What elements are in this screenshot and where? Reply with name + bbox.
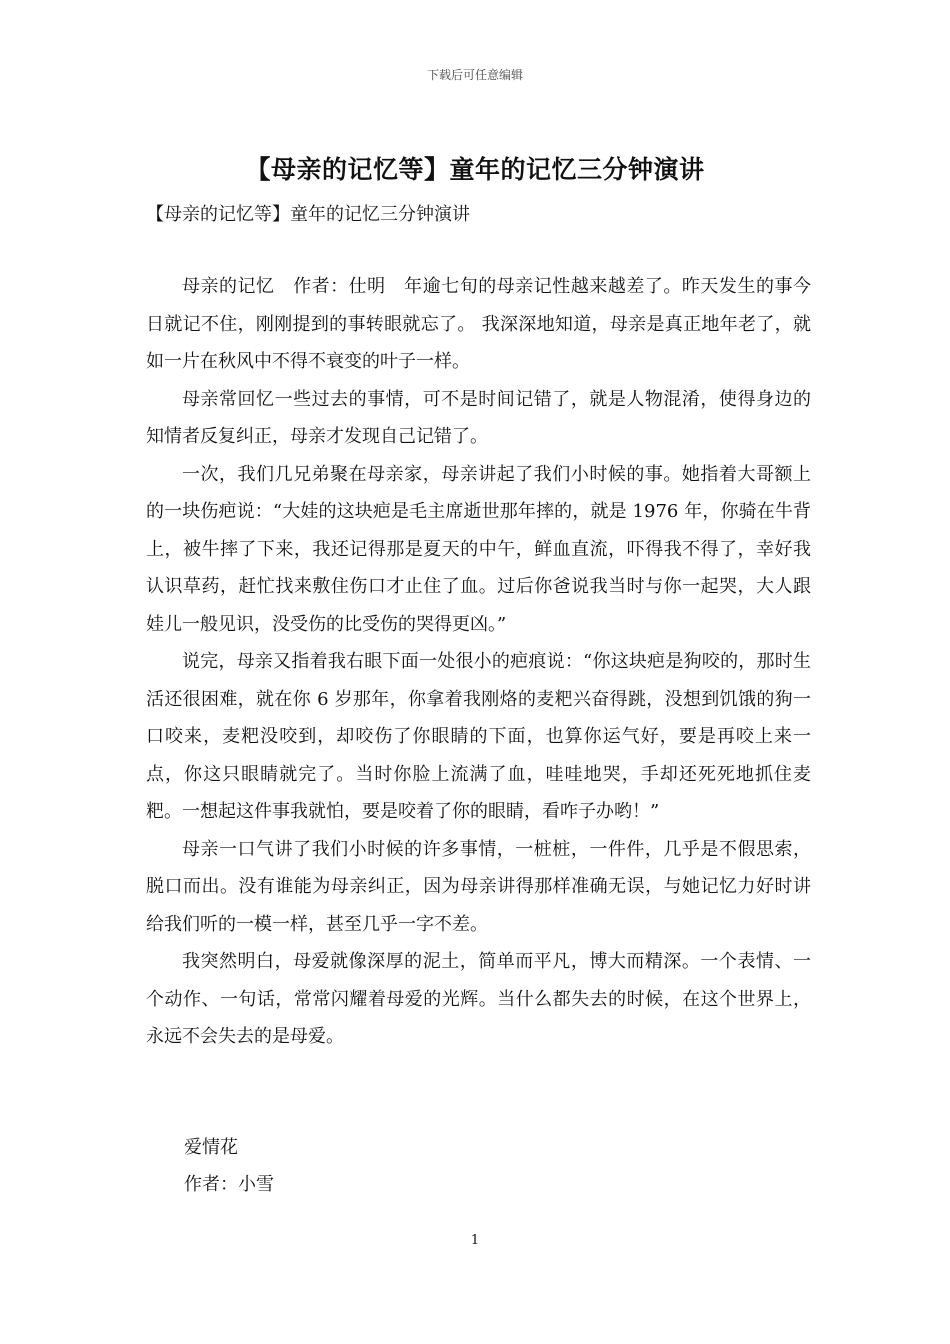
paragraph: 一次，我们几兄弟聚在母亲家，母亲讲起了我们小时候的事。她指着大哥额上的一块伤疤说：“大娃的这块疤是毛主席逝世那年摔的，就是 1976 年，你骑在牛背上，被牛摔了下来，我还记得那是夏天的中午，鲜血直流，吓得我不得了，幸好我认识草药，赶忙找来敷住伤口才止住了血。过后你爸说我当时与你一起哭，大人跟娃儿一般见识，没受伤的比受伤的哭得更凶。” xyxy=(146,463,811,635)
next-article-title: 爱情花 xyxy=(184,1137,238,1158)
article-body xyxy=(146,268,811,1056)
paragraph: 母亲一口气讲了我们小时候的许多事情，一桩桩，一件件，几乎是不假思索，脱口而出。没有谁能为母亲纠正，因为母亲讲得那样准确无误，与她记忆力好时讲给我们听的一模一样，甚至几乎一字不差。 xyxy=(146,838,811,935)
paragraph: 说完，母亲又指着我右眼下面一处很小的疤痕说：“你这块疤是狗咬的，那时生活还很困难，就在你 6 岁那年，你拿着我刚烙的麦粑兴奋得跳，没想到饥饿的狗一口咬来，麦粑没咬到，却咬伤了你眼睛的下面，也算你运气好，要是再咬上来一点，你这只眼睛就完了。当时你脸上流满了血，哇哇地哭，手却还死死地抓住麦粑。一想起这件事我就怕，要是咬着了你的眼睛，看咋子办哟！” xyxy=(146,651,811,822)
subtitle: 【母亲的记忆等】童年的记忆三分钟演讲 xyxy=(146,204,470,225)
header-note: 下载后可任意编辑 xyxy=(426,68,523,82)
paragraph: 母亲的记忆 作者：仕明 年逾七旬的母亲记性越来越差了。昨天发生的事今日就记不住，刚刚提到的事转眼就忘了。 我深深地知道，母亲是真正地年老了，就如一片在秋风中不得不衰变的叶子一样。 xyxy=(146,276,811,372)
next-article-author: 作者：小雪 xyxy=(184,1174,274,1195)
paragraph: 我突然明白，母爱就像深厚的泥土，简单而平凡，博大而精深。一个表情、一个动作、一句话，常常闪耀着母爱的光辉。当什么都失去的时候，在这个世界上，永远不会失去的是母爱。 xyxy=(146,951,811,1047)
paragraph: 母亲常回忆一些过去的事情，可不是时间记错了，就是人物混淆，使得身边的知情者反复纠正，母亲才发现自己记错了。 xyxy=(146,388,811,447)
page-number: 1 xyxy=(470,1233,480,1248)
page-title: 【母亲的记忆等】童年的记忆三分钟演讲 xyxy=(245,155,705,184)
